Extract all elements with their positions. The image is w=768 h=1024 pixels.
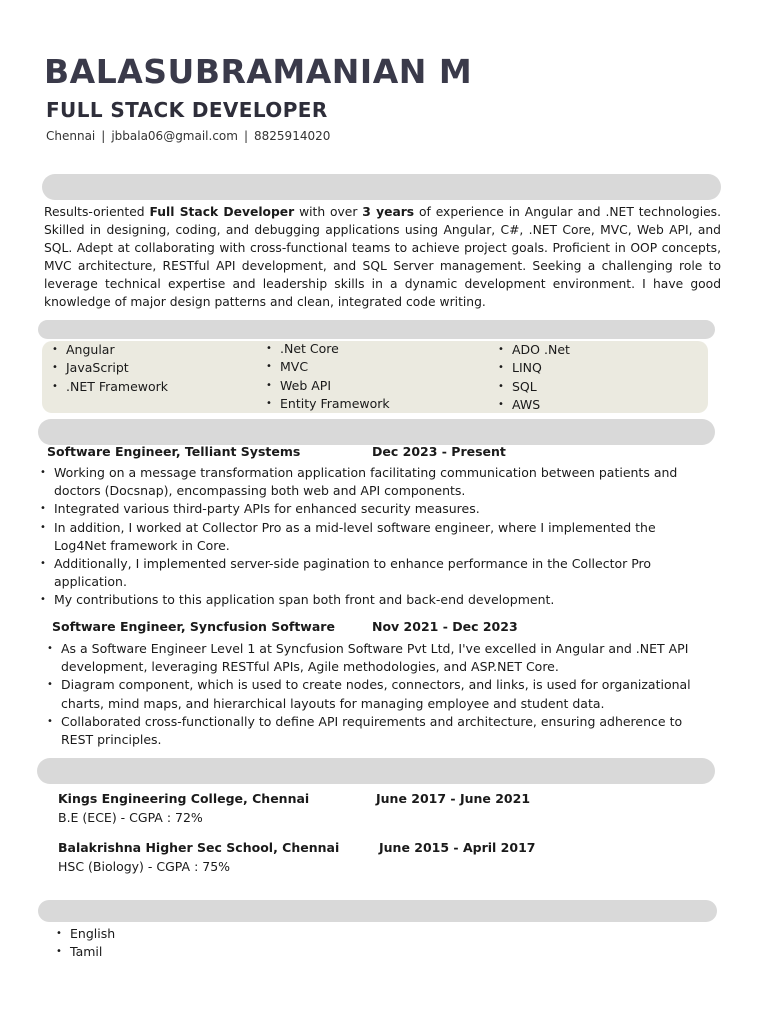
- job-bullets: [40, 464, 690, 610]
- skill-item: • AWS: [496, 396, 570, 414]
- education-degree: B.E (ECE) - CGPA : 72%: [58, 810, 203, 825]
- phone: 8825914020: [254, 129, 331, 143]
- education-school: Balakrishna Higher Sec School, Chennai: [58, 840, 340, 855]
- job-bullet: • Working on a message transformation application facilitating communication between patients and doctors (Docsnap), encompassing both web and API components.: [40, 464, 690, 500]
- job-bullets: [47, 640, 697, 749]
- job-bullet: • Integrated various third-party APIs for enhanced security measures.: [40, 500, 690, 518]
- email: jbbala06@gmail.com: [111, 129, 238, 143]
- skill-item: • Web API: [264, 377, 390, 395]
- section-bar-experience: [38, 419, 715, 445]
- skill-item: • LINQ: [496, 359, 570, 377]
- section-bar-summary: [42, 174, 721, 200]
- job-bullet: • Additionally, I implemented server-side pagination to enhance performance in the Collector Pro application.: [40, 555, 690, 591]
- section-bar-education: [37, 758, 715, 784]
- job-role: Software Engineer, Telliant Systems: [47, 444, 301, 459]
- contact-line: [46, 129, 330, 143]
- section-bar-languages: [38, 900, 717, 922]
- education-dates: June 2015 - April 2017: [379, 840, 536, 855]
- job-dates: Nov 2021 - Dec 2023: [372, 619, 518, 634]
- location: Chennai: [46, 129, 96, 143]
- skills-column-3: [496, 341, 570, 414]
- separator: |: [101, 129, 106, 143]
- skill-item: • Entity Framework: [264, 395, 390, 413]
- summary-text: of experience in Angular and .NET technologies. Skilled in designing, coding, and debugging applications using Angular, C#, .NET Core, MVC, Web API, and SQL. Adept at collaborating with cross-functional teams to achieve project goals. Proficient in OOP concepts, MVC architecture, RESTful API development, and SQL Server management. Seeking a challenging role to leverage technical expertise and leadership skills in a dynamic development environment. I have good knowledge of major design patterns and clean, integrated code writing.: [44, 205, 721, 309]
- language-item: • English: [56, 925, 115, 943]
- section-bar-skills: [38, 320, 715, 339]
- skill-item: • Angular: [50, 341, 168, 359]
- language-item: • Tamil: [56, 943, 115, 961]
- education-degree: HSC (Biology) - CGPA : 75%: [58, 859, 231, 874]
- skills-column-1: [50, 341, 168, 396]
- summary-text: with over: [294, 205, 363, 219]
- job-bullet: • My contributions to this application span both front and back-end development.: [40, 591, 690, 609]
- summary-bold: 3 years: [362, 205, 415, 219]
- skill-item: • .Net Core: [264, 340, 390, 358]
- summary-text: Results-oriented: [44, 205, 150, 219]
- skill-item: • .NET Framework: [50, 378, 168, 396]
- job-bullet: • In addition, I worked at Collector Pro as a mid-level software engineer, where I implemented the Log4Net framework in Core.: [40, 519, 690, 555]
- summary-bold: Full Stack Developer: [149, 205, 295, 219]
- skill-item: • MVC: [264, 358, 390, 376]
- separator: |: [243, 129, 249, 143]
- languages-list: [56, 925, 115, 962]
- candidate-name: BALASUBRAMANIAN M: [44, 52, 473, 91]
- skills-box: [42, 341, 708, 413]
- job-bullet: • Collaborated cross-functionally to define API requirements and architecture, ensuring adherence to REST principles.: [47, 713, 697, 749]
- job-role: Software Engineer, Syncfusion Software: [52, 619, 335, 634]
- job-bullet: • Diagram component, which is used to create nodes, connectors, and links, is used for organizational charts, mind maps, and hierarchical layouts for managing employee and student data.: [47, 676, 697, 712]
- education-school: Kings Engineering College, Chennai: [58, 791, 310, 806]
- education-dates: June 2017 - June 2021: [376, 791, 531, 806]
- skill-item: • JavaScript: [50, 359, 168, 377]
- skill-item: • ADO .Net: [496, 341, 570, 359]
- job-title: FULL STACK DEVELOPER: [46, 98, 328, 122]
- summary-paragraph: [44, 203, 721, 311]
- job-dates: Dec 2023 - Present: [372, 444, 506, 459]
- skills-column-2: [264, 340, 390, 413]
- job-bullet: • As a Software Engineer Level 1 at Syncfusion Software Pvt Ltd, I've excelled in Angular and .NET API development, leveraging RESTful APIs, Agile methodologies, and ASP.NET Core.: [47, 640, 697, 676]
- skill-item: • SQL: [496, 378, 570, 396]
